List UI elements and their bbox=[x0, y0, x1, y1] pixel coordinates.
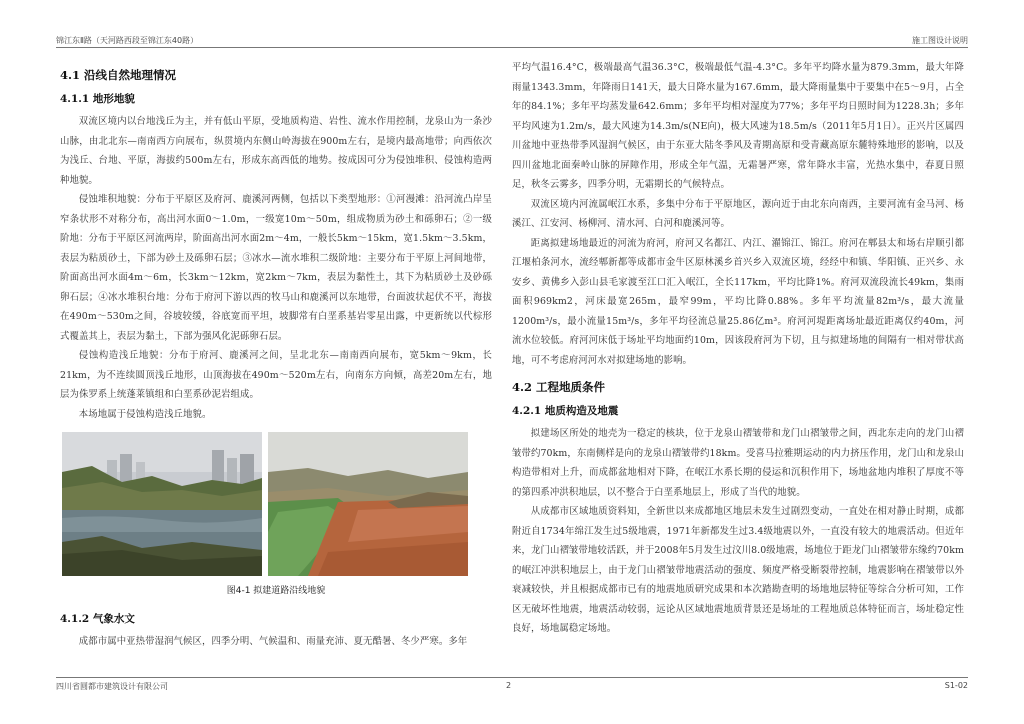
paragraph: 平均气温16.4°C，极端最高气温36.3°C，极端最低气温-4.3°C。多年平均降水量为879.3mm，最大年降雨量1343.3mm，年降雨日141天，最大日降水量为167.6mm，最大降雨量集中于要集中在5～9月，占全年的84.1%；多年平均蒸发量642.6mm；多年平均相对湿度为77%；多年平均日照时间为1228.3h；多年平均风速为1.2m/s，最大风速为14.3m/s(NE向)，极大风速为18.5m/s（2011年5月1日）。正兴片区属四川盆地中亚热带季风湿润气候区，由于东亚大陆冬季风及青期高原和受青藏高原东麓特殊地形的影响，以及四川盆地北面秦岭山脉的屏障作用，形成全年气温，无霜暑严寒，常年降水丰富，光热水集中，春夏日照足，秋冬云雾多，四季分明，无霜期长的气候特点。 bbox=[512, 62, 964, 190]
subsection-heading-4-2-1: 4.2.1 地质构造及地震 bbox=[512, 405, 619, 417]
paragraph: 距离拟建场地最近的河流为府河，府河又名都江、内江、濯锦江、锦江。府河在郫县太和场右岸顺引都江堰柏条河水，流经郫新都等成都市金牛区原林溪乡首兴乡入双流区境，经经中和镇、华阳镇、正兴乡、永安乡、黄佛乡入彭山县毛家渡至江口汇入岷江，全长117km，平均比降1%。府河双流段流长49km，集雨面积969km2，河床最宽265m，最窄99m，平均比降0.88%。多年平均流量82m³/s，最大流量1200m³/s，最小流量15m³/s，多年平均径流总量25.86亿m³。府河河堤距离场址最近距离仅约40m，河流水位较低。府河河床低于场址平均地面约10m，因该段府河为下切，且与拟建场地的间隔有一相对带状高地，可不考虑府河河水对拟建场地的影响。 bbox=[512, 237, 964, 366]
header-doc-title: 施工图设计说明 bbox=[912, 36, 968, 45]
photo-pond bbox=[62, 432, 262, 576]
paragraph: 双流区境内以台地浅丘为主，并有低山平原，受地质构造、岩性、流水作用控制，龙泉山为一条沙山脉，由北北东—南南西方向展布，纵贯境内东侧山岭海拔在900m左右，是境内最高地带；向西依次为浅丘、台地、平原，海拔约500m左右，形成东高西低的地势。按成因可分为侵蚀堆积、侵蚀构造两种地貌。 bbox=[60, 116, 492, 186]
footer-drawing-code: S1-02 bbox=[944, 681, 968, 690]
section-heading-4-1: 4.1 沿线自然地理情况 bbox=[60, 68, 177, 82]
header-rule bbox=[56, 47, 968, 48]
paragraph: 双流区境内河流属岷江水系，多集中分布于平原地区，源向近于由北东向南西，主要河流有金马河、杨溪江、江安河、杨柳河、清水河、白河和鹿溪河等。 bbox=[512, 198, 964, 229]
paragraph: 侵蚀堆积地貌：分布于平原区及府河、鹿溪河两侧，包括以下类型地形：①河漫滩：沿河流凸岸呈窄条状形不对称分布，高出河水面0～1.0m，一级宽10m～50m，组成物质为砂土和砾卵石；②一级阶地：分布于平原区河流两岸，阶面高出河水面2m～4m，一般长5km～15km，宽1.5km～3.5km，表层为粘质砂土，下部为砂土及砾卵石层；③冰水—流水堆积二级阶地：主要分布于平原上河间地带，阶面高出河水面4m～6m，长3km～12km，宽2km～7km，表层为黏性土，其下为粘质砂土及砂砾卵石层；④冰水堆积台地：分布于府河下游以西的牧马山和鹿溪河以东地带，台面波状起伏不平，海拔在490m～530m之间，谷坡较缓，谷底宽而平坦，坡脚常有白垩系基岩零星出露，中更新统以代棕形式覆盖其上，表层为黏土，下部为强风化泥砾卵石层。 bbox=[60, 194, 492, 342]
figure-caption: 图4-1 拟建道路沿线地貌 bbox=[226, 586, 326, 596]
figure-photos bbox=[60, 432, 492, 580]
paragraph: 侵蚀构造浅丘地貌：分布于府河、鹿溪河之间，呈北北东—南南西向展布，宽5km～9km，长21km，为不连续圆顶浅丘地形，山顶海拔在490m～520m左右，向南东方向倾，高差20m左右，地层为侏罗系上统蓬莱镇组和白垩系砂泥岩组成。 bbox=[60, 350, 492, 400]
subsection-heading-4-1-1: 4.1.1 地形地貌 bbox=[60, 93, 135, 105]
left-column bbox=[60, 58, 492, 651]
page-footer bbox=[56, 677, 968, 694]
header-project-title: 锦江东Ⅱ路（天河路西段至锦江东40路） bbox=[56, 36, 199, 45]
footer-company: 四川省圆都市建筑设计有限公司 bbox=[56, 682, 168, 691]
photo-dirt-road bbox=[268, 432, 468, 576]
footer-page-number: 2 bbox=[506, 681, 512, 690]
right-column bbox=[512, 58, 964, 639]
page-header bbox=[56, 32, 968, 48]
section-heading-4-2: 4.2 工程地质条件 bbox=[512, 380, 606, 394]
paragraph: 本场地属于侵蚀构造浅丘地貌。 bbox=[78, 408, 212, 420]
paragraph: 从成都市区域地质资料知，全新世以来成都地区地层未发生过剧烈变动，一直处在相对静止时期，成都附近自1734年绵江发生过5级地震，1971年新都发生过3.4级地震以外，一直没有较大的地震活动。但近年来，龙门山褶皱带地较活跃，并于2008年5月发生过汶川8.0级地震，场地位于距龙门山褶皱带东缘约70km的岷江冲洪积地层上，由于龙门山褶皱带地震活动的强度、频度严格受断裂带控制，地震影响在褶皱带以外衰减较快，并且根据成都市已有的地震地质研究成果和本次踏勘查明的场地地层特征等综合分析可知，工作区无破坏性地震，地震活动较弱，远论从区域地震地质背景还是场址的工程地质总体特征而言，场址稳定性良好，场地属稳定场地。 bbox=[512, 506, 964, 634]
subsection-heading-4-1-2: 4.1.2 气象水文 bbox=[60, 612, 135, 625]
paragraph: 拟建场区所处的地壳为一稳定的核块，位于龙泉山褶皱带和龙门山褶皱带之间，西北东走向的龙门山褶皱带约70km，东南侧样是向的龙泉山褶皱带约18km。受喜马拉雅期运动的内力挤压作用，龙门山和龙泉山构造带相对上升，而成都盆地相对下降，在岷江水系长期的侵运和沉积作用下，场地盆地内堆积了厚度不等的第四系冲洪积地层，以不整合于白垩系地层上，形成了当代的地貌。 bbox=[512, 428, 964, 498]
paragraph: 成都市属中亚热带湿润气候区，四季分明、气候温和、雨量充沛、夏无酷暑、冬少严寒。多年 bbox=[78, 635, 468, 647]
